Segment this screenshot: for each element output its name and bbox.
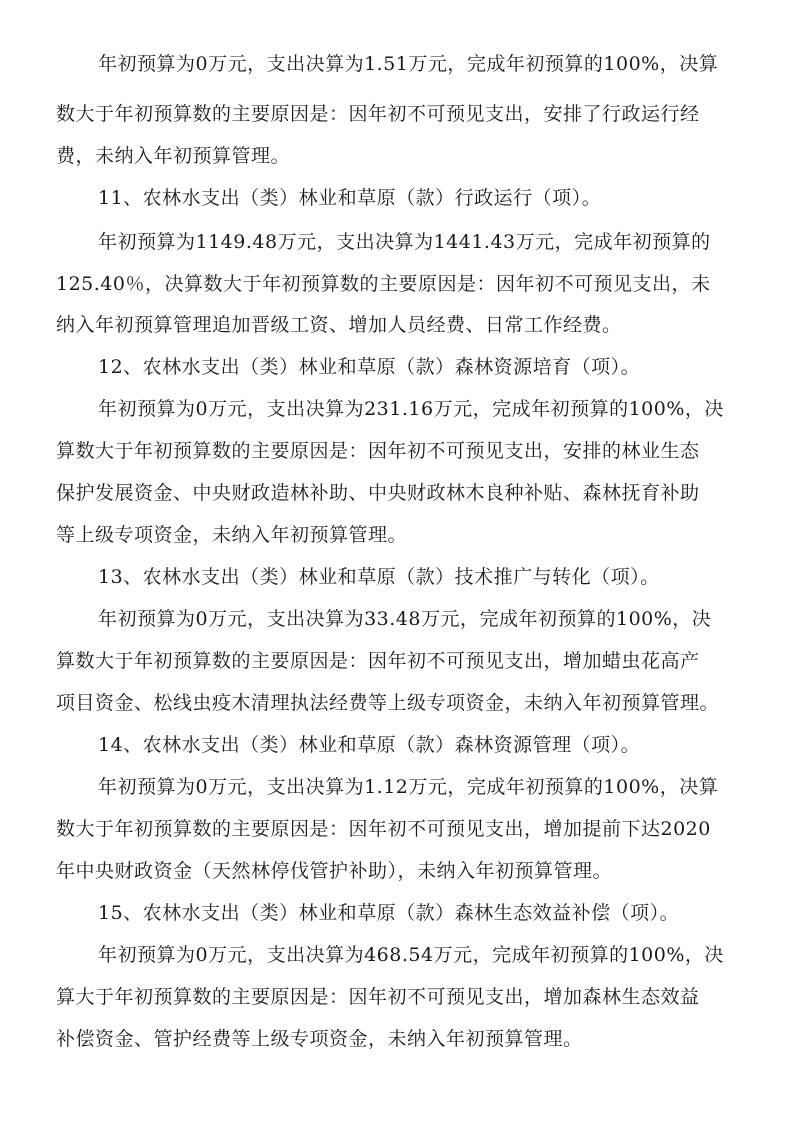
paragraph-line: 保护发展资金、中央财政造林补助、中央财政林木良种补贴、森林抚育补助 [56,482,700,504]
paragraph-line: 算大于年初预算数的主要原因是：因年初不可预见支出，增加森林生态效益 [56,986,700,1008]
paragraph-line: 费，未纳入年初预算管理。 [56,145,291,167]
paragraph-line: 算数大于年初预算数的主要原因是：因年初不可预见支出，安排的林业生态 [56,440,700,462]
paragraph-line: 数大于年初预算数的主要原因是：因年初不可预见支出，安排了行政运行经 [56,103,700,125]
paragraph-line: 年初预算为0万元，支出决算为1.51万元，完成年初预算的100%，决算 [98,53,719,75]
paragraph-line: 补偿资金、管护经费等上级专项资金，未纳入年初预算管理。 [56,1028,583,1050]
paragraph-line: 年中央财政资金（天然林停伐管护补助），未纳入年初预算管理。 [56,860,613,882]
paragraph-line: 数大于年初预算数的主要原因是：因年初不可预见支出，增加提前下达2020 [56,818,711,840]
paragraph-line: 等上级专项资金，未纳入年初预算管理。 [56,524,408,546]
paragraph-line: 年初预算为0万元，支出决算为33.48万元，完成年初预算的100%，决 [98,608,712,630]
paragraph-line: 年初预算为0万元，支出决算为468.54万元，完成年初预算的100%，决 [98,944,724,966]
paragraph-line: 125.40％，决算数大于年初预算数的主要原因是：因年初不可预见支出，未 [56,273,711,295]
paragraph-line: 年初预算为0万元，支出决算为231.16万元，完成年初预算的100%，决 [98,398,724,420]
section-heading: 14、农林水支出（类）林业和草原（款）森林资源管理（项）。 [98,734,641,756]
paragraph-line: 项目资金、松线虫疫木清理执法经费等上级专项资金，未纳入年初预算管理。 [56,692,720,714]
paragraph-line: 纳入年初预算管理追加晋级工资、增加人员经费、日常工作经费。 [56,314,622,336]
paragraph-line: 算数大于年初预算数的主要原因是：因年初不可预见支出，增加蜡虫花高产 [56,650,700,672]
section-heading: 12、农林水支出（类）林业和草原（款）森林资源培育（项）。 [98,356,641,378]
paragraph-line: 年初预算为0万元，支出决算为1.12万元，完成年初预算的100%，决算 [98,776,719,798]
section-heading: 15、农林水支出（类）林业和草原（款）森林生态效益补偿（项）。 [98,902,680,924]
section-heading: 13、农林水支出（类）林业和草原（款）技术推广与转化（项）。 [98,566,660,588]
paragraph-line: 年初预算为1149.48万元，支出决算为1441.43万元，完成年初预算的 [98,231,711,253]
section-heading: 11、农林水支出（类）林业和草原（款）行政运行（项）。 [98,187,602,209]
